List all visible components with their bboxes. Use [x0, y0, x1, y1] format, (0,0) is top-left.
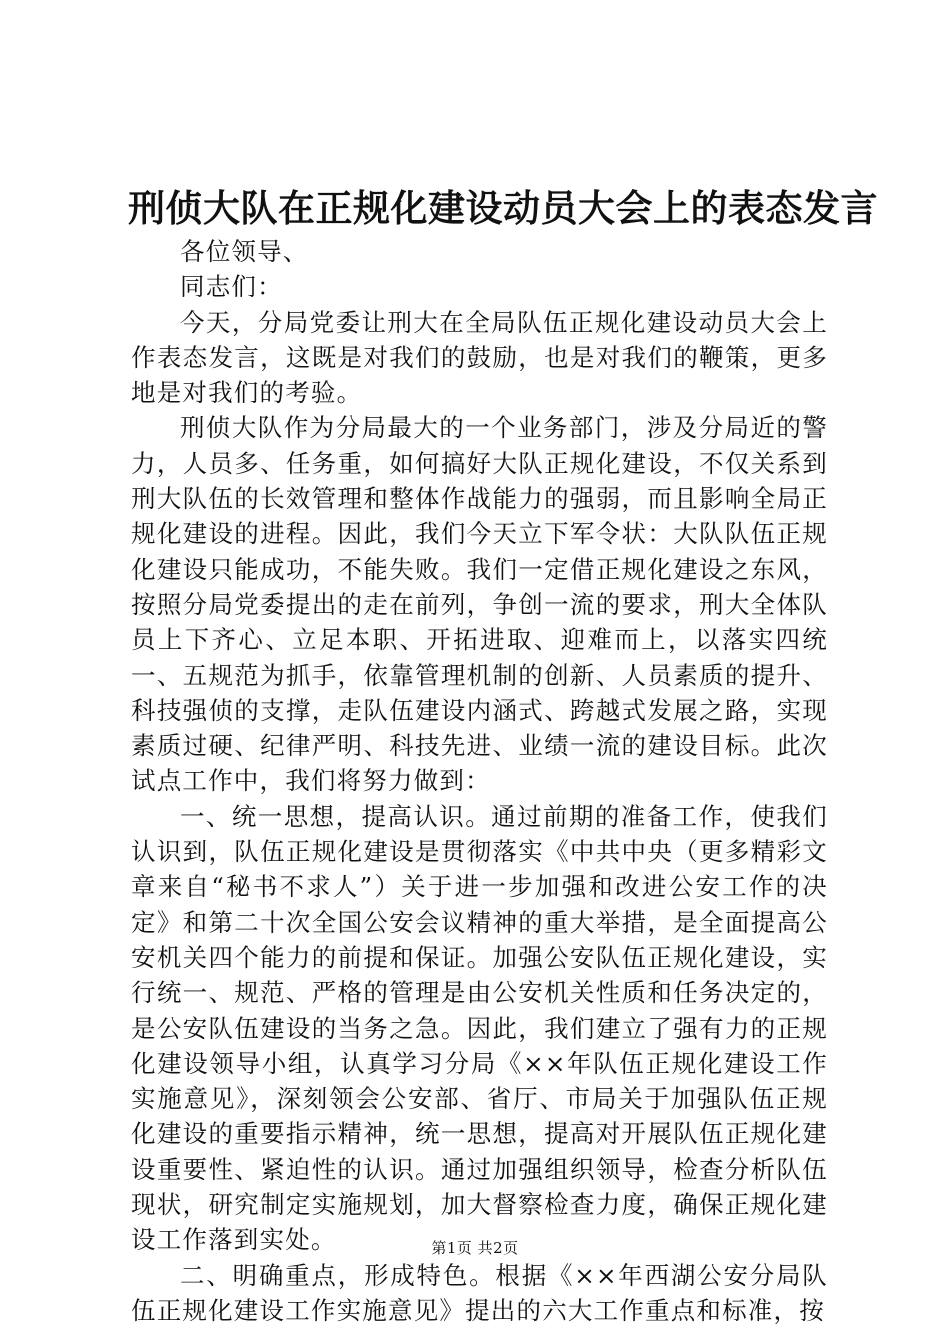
document-title: 刑侦大队在正规化建设动员大会上的表态发言	[128, 186, 878, 230]
page-number-footer: 第1页 共2页	[431, 1239, 519, 1257]
paragraph-opening: 今天，分局党委让刑大在全局队伍正规化建设动员大会上作表态发言，这既是对我们的鼓励，也是对我们的鞭策，更多地是对我们的考验。	[131, 307, 828, 408]
paragraph-point-two: 二、明确重点，形成特色。根据《××年西湖公安分局队伍正规化建设工作实施意见》提出的六大工作重点和标准，按	[131, 1260, 828, 1325]
salutation-line-2: 同志们：	[180, 272, 283, 302]
salutation-line-1: 各位领导、	[180, 237, 309, 266]
document-body	[131, 234, 828, 1328]
paragraph-commitment: 刑侦大队作为分局最大的一个业务部门，涉及分局近的警力，人员多、任务重，如何搞好大队正规化建设，不仅关系到刑大队伍的长效管理和整体作战能力的强弱，而且影响全局正规化建设的进程。因此，我们今天立下军令状：大队队伍正规化建设只能成功，不能失败。我们一定借正规化建设之东风，按照分局党委提出的走在前列，争创一流的要求，刑大全体队员上下齐心、立足本职、开拓进取、迎难而上，以落实四统一、五规范为抓手，依靠管理机制的创新、人员素质的提升、科技强侦的支撑，走队伍建设内涵式、跨越式发展之路，实现素质过硬、纪律严明、科技先进、业绩一流的建设目标。此次试点工作中，我们将努力做到：	[131, 413, 828, 796]
paragraph-point-one: 一、统一思想，提高认识。通过前期的准备工作，使我们认识到，队伍正规化建设是贯彻落实《中共中央（更多精彩文章来自“秘书不求人”）关于进一步加强和改进公安工作的决定》和第二十次全国公安会议精神的重大举措，是全面提高公安机关四个能力的前提和保证。加强公安队伍正规化建设，实行统一、规范、严格的管理是由公安机关性质和任务决定的，是公安队伍建设的当务之急。因此，我们建立了强有力的正规化建设领导小组，认真学习分局《××年队伍正规化建设工作实施意见》，深刻领会公安部、省厅、市局关于加强队伍正规化建设的重要指示精神，统一思想，提高对开展队伍正规化建设重要性、紧迫性的认识。通过加强组织领导，检查分析队伍现状，研究制定实施规划，加大督察检查力度，确保正规化建设工作落到实处。	[131, 801, 828, 1255]
